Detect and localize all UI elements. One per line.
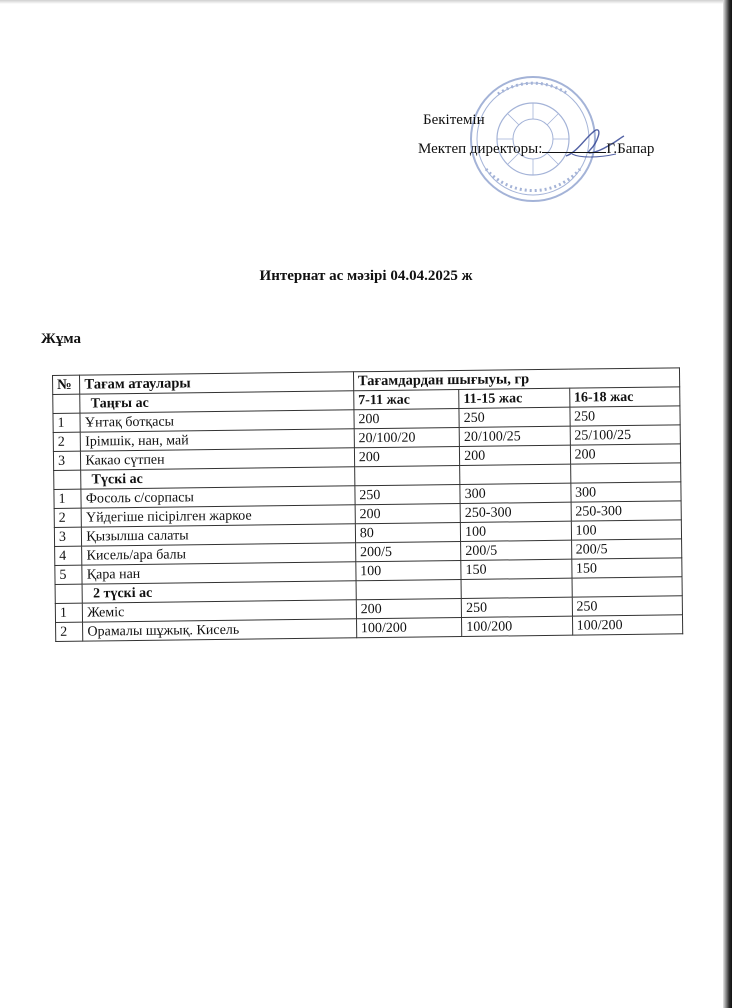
yield-16-18: 25/100/25 (570, 425, 681, 445)
section-title: Түскі ас (81, 467, 355, 489)
yield-11-15: 200 (460, 445, 571, 465)
scan-top-edge (0, 0, 732, 4)
menu-table (52, 367, 683, 642)
yield-11-15: 250-300 (460, 502, 571, 522)
yield-7-11: 200 (356, 599, 462, 619)
director-line (418, 140, 654, 158)
yield-7-11: 20/100/20 (354, 428, 460, 448)
age-header: 11-15 жас (459, 388, 570, 408)
yield-16-18: 150 (571, 558, 682, 578)
empty-cell (570, 463, 681, 483)
dish-name: Ірімшік, нан, май (81, 429, 355, 451)
yield-16-18: 250 (572, 596, 683, 616)
row-num: 3 (53, 451, 81, 470)
yield-7-11: 100/200 (356, 618, 462, 638)
yield-11-15: 250 (461, 597, 572, 617)
header-num: № (53, 375, 81, 394)
yield-16-18: 250 (570, 406, 681, 426)
yield-16-18: 300 (570, 482, 681, 502)
row-num: 3 (54, 527, 82, 546)
row-num: 1 (53, 413, 81, 432)
row-num: 5 (55, 565, 83, 584)
section-title: Таңғы ас (80, 391, 354, 413)
yield-16-18: 200 (570, 444, 681, 464)
director-name: Г.Бапар (606, 141, 655, 157)
yield-7-11: 200 (355, 504, 461, 524)
empty-cell (572, 577, 683, 597)
yield-11-15: 100/200 (462, 616, 573, 636)
yield-11-15: 200/5 (461, 540, 572, 560)
day-label: Жұма (41, 331, 81, 347)
empty-cell (461, 578, 572, 598)
yield-11-15: 150 (461, 559, 572, 579)
row-num: 2 (54, 508, 82, 527)
yield-7-11: 250 (355, 485, 461, 505)
director-label: Мектеп директоры: (418, 141, 543, 157)
yield-7-11: 100 (356, 561, 462, 581)
yield-7-11: 200 (354, 447, 460, 467)
dish-name: Орамалы шұжық. Кисель (83, 619, 357, 641)
yield-16-18: 100/200 (572, 615, 683, 635)
yield-7-11: 200/5 (355, 542, 461, 562)
yield-16-18: 250-300 (571, 501, 682, 521)
table-body (53, 387, 683, 642)
row-num: 1 (55, 603, 83, 622)
dish-name: Кисель/ара балы (82, 543, 356, 565)
yield-11-15: 250 (459, 407, 570, 427)
approval-block (418, 112, 718, 222)
dish-name: Үйдегіше пісірілген жаркое (81, 505, 355, 527)
approval-title: Бекітемін (423, 112, 485, 128)
dish-name: Қара нан (82, 562, 356, 584)
empty-cell (460, 464, 571, 484)
age-header: 16-18 жас (569, 387, 680, 407)
section-title: 2 түскі ас (82, 581, 356, 603)
header-yield: Тағамдардан шығыуы, гр (353, 368, 679, 391)
document-title: Интернат ас мәзірі 04.04.2025 ж (259, 268, 473, 284)
yield-11-15: 20/100/25 (459, 426, 570, 446)
yield-7-11: 200 (354, 409, 460, 429)
yield-11-15: 300 (460, 483, 571, 503)
section-num-cell (54, 470, 82, 489)
yield-11-15: 100 (461, 521, 572, 541)
yield-16-18: 100 (571, 520, 682, 540)
yield-7-11: 80 (355, 523, 461, 543)
signature-line (542, 140, 606, 153)
section-num-cell (53, 394, 81, 413)
dish-name: Қызылша салаты (82, 524, 356, 546)
row-num: 1 (54, 489, 82, 508)
section-num-cell (55, 584, 83, 603)
dish-name: Фосоль с/сорпасы (81, 486, 355, 508)
yield-16-18: 200/5 (571, 539, 682, 559)
empty-cell (356, 580, 462, 600)
empty-cell (354, 466, 460, 486)
dish-name: Какао сүтпен (81, 448, 355, 470)
row-num: 4 (55, 546, 83, 565)
scan-right-edge (723, 0, 732, 1008)
age-header: 7-11 жас (354, 390, 460, 410)
header-name: Тағам атаулары (80, 372, 354, 394)
row-num: 2 (56, 622, 84, 641)
row-num: 2 (53, 432, 81, 451)
dish-name: Ұнтақ ботқасы (80, 410, 354, 432)
dish-name: Жеміс (83, 600, 357, 622)
